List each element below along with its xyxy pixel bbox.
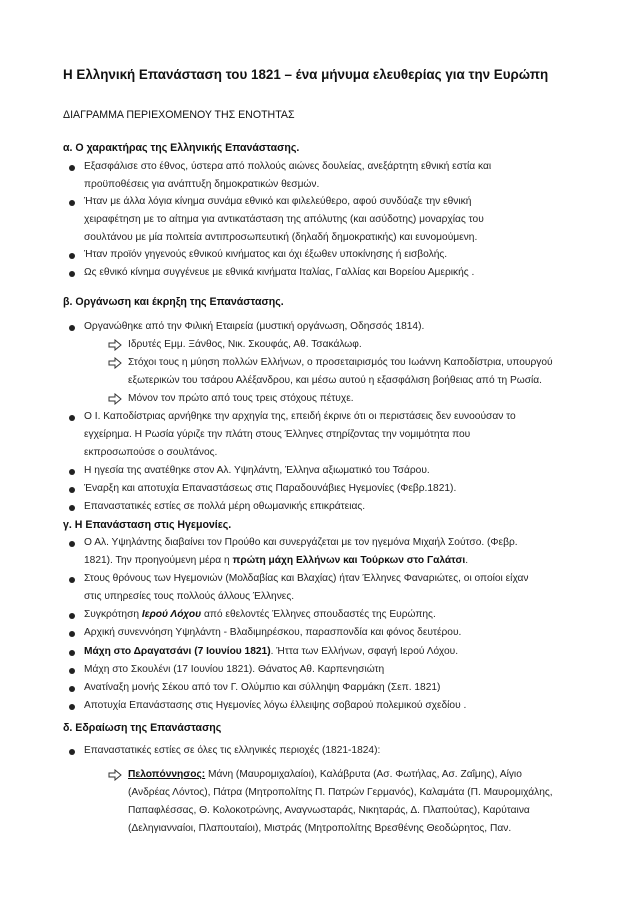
section-c-bullet-6: Μάχη στο Σκουλένι (17 Ιουνίου 1821). Θάνατος Αθ. Καρπενησιώτη <box>84 664 385 675</box>
section-d-bullet-1: Επαναστατικές εστίες σε όλες τις ελληνικές περιοχές (1821-1824): <box>84 745 381 756</box>
section-a-bullet-1-line-2: προϋποθέσεις για ανάπτυξη δημοκρατικών θεσμών. <box>84 179 320 190</box>
arrow-right-icon <box>108 357 122 369</box>
section-a-bullet-3: Ήταν προϊόν γηγενούς εθνικού κινήματος και όχι έξωθεν υποκίνησης ή εισβολής. <box>84 249 448 260</box>
section-a-heading: α. Ο χαρακτήρας της Ελληνικής Επανάστασης. <box>63 142 300 154</box>
bullet-icon <box>69 200 75 206</box>
section-b-bullet-2-line-2: εγχείρημα. Η Ρωσία γύριζε την πλάτη στους Έλληνες στηρίζοντας την νομιμότητα που <box>84 429 471 440</box>
section-c-bullet-2-line-2: στις υπηρεσίες τους πολλούς άλλους Έλληνες. <box>84 591 295 602</box>
arrow-right-icon <box>108 339 122 351</box>
bullet-icon <box>69 541 75 547</box>
section-b-sub-1: Ιδρυτές Εμμ. Ξάνθος, Νικ. Σκουφάς, Αθ. Τσακάλωφ. <box>128 339 362 350</box>
section-d-sub-1-text: Μάνη (Μαυρομιχαλαίοι), Καλάβρυτα (Ασ. Φωτήλας, Ασ. Ζαΐμης), Αίγιο <box>205 769 522 780</box>
bullet-icon <box>69 704 75 710</box>
section-c-bullet-2-line-1: Στους θρόνους των Ηγεμονιών (Μολδαβίας και Βλαχίας) ήταν Έλληνες Φαναριώτες, οι οποίοι είχαν <box>84 573 529 584</box>
section-c-bullet-7: Ανατίναξη μονής Σέκου από τον Γ. Ολύμπιο και σύλληψη Φαρμάκη (Σεπ. 1821) <box>84 682 441 693</box>
bullet-icon <box>69 253 75 259</box>
section-c-bullet-1-line-1: Ο Αλ. Υψηλάντης διαβαίνει τον Προύθο και συνεργάζεται με τον ηγεμόνα Μιχαήλ Σούτσο. (Φεβρ. <box>84 537 518 548</box>
document-title: Η Ελληνική Επανάσταση του 1821 – ένα μήνυμα ελευθερίας για την Ευρώπη <box>63 67 549 82</box>
section-a-bullet-1-line-1: Εξασφάλισε στο έθνος, ύστερα από πολλούς αιώνες δουλείας, ανεξάρτητη εθνική εστία και <box>84 161 492 172</box>
bullet-icon <box>69 271 75 277</box>
section-c-bullet-1-bold: πρώτη μάχη Ελλήνων και Τούρκων στο Γαλάτσι <box>232 555 466 566</box>
section-c-bullet-5-text: . Ήττα των Ελλήνων, σφαγή Ιερού Λόχου. <box>270 646 459 657</box>
bullet-icon <box>69 415 75 421</box>
section-c-bullet-5 <box>84 645 458 658</box>
bullet-icon <box>69 613 75 619</box>
bullet-icon <box>69 165 75 171</box>
bullet-icon <box>69 650 75 656</box>
section-c-bullet-1-line-2 <box>84 554 468 567</box>
bullet-icon <box>69 631 75 637</box>
section-a-bullet-4: Ως εθνικό κίνημα συγγένευε με εθνικά κινήματα Ιταλίας, Γαλλίας και Βορείου Αμερικής . <box>84 267 475 278</box>
bullet-icon <box>69 749 75 755</box>
section-d-heading: δ. Εδραίωση της Επανάστασης <box>63 722 222 734</box>
arrow-right-icon <box>108 393 122 405</box>
arrow-right-icon <box>108 769 122 781</box>
section-d-sub-1-line-2: (Ανδρέας Λόντος), Πάτρα (Μητροπολίτης Π. Πατρών Γερμανός), Καλαμάτα (Π. Μαυρομιχάλης, <box>128 787 553 798</box>
document-subtitle: ΔΙΑΓΡΑΜΜΑ ΠΕΡΙΕΧΟΜΕΝΟΥ ΤΗΣ ΕΝΟΤΗΤΑΣ <box>63 109 295 121</box>
section-a-bullet-2-line-1: Ήταν με άλλα λόγια κίνημα συνάμα εθνικό και φιλελεύθερο, αφού συνδύαζε την εθνική <box>84 196 472 207</box>
section-c-bullet-3 <box>84 608 436 621</box>
section-b-heading: β. Οργάνωση και έκρηξη της Επανάστασης. <box>63 296 284 308</box>
section-b-sub-3: Μόνον τον πρώτο από τους τρεις στόχους πέτυχε. <box>128 393 354 404</box>
section-d-sub-1-label: Πελοπόννησος: <box>128 769 206 780</box>
section-d-sub-1-line-3: Παπαφλέσσας, Θ. Κολοκοτρώνης, Αναγνωσταράς, Νικηταράς, Δ. Πλαπούτας), Καρύταινα <box>128 805 530 816</box>
section-d-sub-1-line-1 <box>128 768 522 781</box>
section-b-sub-2-line-2: εξωτερικών του τσάρου Αλέξανδρου, και μέσω αυτού η εξασφάλιση βοήθειας από τη Ρωσία. <box>128 375 542 386</box>
bullet-icon <box>69 505 75 511</box>
section-c-bullet-3-text-c: από εθελοντές Έλληνες σπουδαστές της Ευρώπης. <box>201 609 436 620</box>
section-a-bullet-2-line-3: σουλτάνου με μία πολιτεία αντιπροσωπευτική (δηλαδή δημοκρατικής) και ευνομούμενη. <box>84 232 478 243</box>
bullet-icon <box>69 686 75 692</box>
section-c-bullet-3-text-a: Συγκρότηση <box>84 609 142 620</box>
section-b-bullet-2-line-3: εκπροσωπούσε ο σουλτάνος. <box>84 447 218 458</box>
section-b-bullet-5: Επαναστατικές εστίες σε πολλά μέρη οθωμανικής επικράτειας. <box>84 501 366 512</box>
section-b-bullet-3: Η ηγεσία της ανατέθηκε στον Αλ. Υψηλάντη, Έλληνα αξιωματικό του Τσάρου. <box>84 465 430 476</box>
section-a-bullet-2-line-2: χειραφέτηση με το αίτημα για αντικατάσταση της απόλυτης (και ασύδοτης) μοναρχίας του <box>84 214 484 225</box>
section-c-bullet-4: Αρχική συνεννόηση Υψηλάντη - Βλαδιμηρέσκου, παρασπονδία και φόνος δευτέρου. <box>84 627 462 638</box>
bullet-icon <box>69 577 75 583</box>
section-c-bullet-1-text-c: . <box>465 555 469 566</box>
bullet-icon <box>69 469 75 475</box>
section-c-bullet-3-bold-italic: Ιερού Λόχου <box>141 609 202 620</box>
section-b-bullet-2-line-1: Ο Ι. Καποδίστριας αρνήθηκε την αρχηγία της, επειδή έκρινε ότι οι περιστάσεις δεν ευνοούσαν το <box>84 411 516 422</box>
section-c-heading: γ. Η Επανάσταση στις Ηγεμονίες. <box>63 519 232 531</box>
bullet-icon <box>69 325 75 331</box>
section-b-bullet-4: Έναρξη και αποτυχία Επαναστάσεως στις Παραδουνάβιες Ηγεμονίες (Φεβρ.1821). <box>84 483 457 494</box>
bullet-icon <box>69 487 75 493</box>
section-c-bullet-1-text-a: 1821). Την προηγούμενη μέρα η <box>84 555 233 566</box>
section-d-sub-1-line-4: (Δεληγιανναίοι, Πλαπουταίοι), Μιστράς (Μητροπολίτης Βρεσθένης Θεοδώρητος, Παν. <box>128 823 512 834</box>
section-b-sub-2-line-1: Στόχοι τους η μύηση πολλών Ελλήνων, ο προσεταιρισμός του Ιωάννη Καποδίστρια, υπουργού <box>128 357 553 368</box>
bullet-icon <box>69 668 75 674</box>
section-c-bullet-8: Αποτυχία Επανάστασης στις Ηγεμονίες λόγω έλλειψης σοβαρού πολεμικού σχεδίου . <box>84 700 467 711</box>
section-c-bullet-5-bold: Μάχη στο Δραγατσάνι (7 Ιουνίου 1821) <box>84 646 271 657</box>
section-b-bullet-1: Οργανώθηκε από την Φιλική Εταιρεία (μυστική οργάνωση, Οδησσός 1814). <box>84 321 425 332</box>
